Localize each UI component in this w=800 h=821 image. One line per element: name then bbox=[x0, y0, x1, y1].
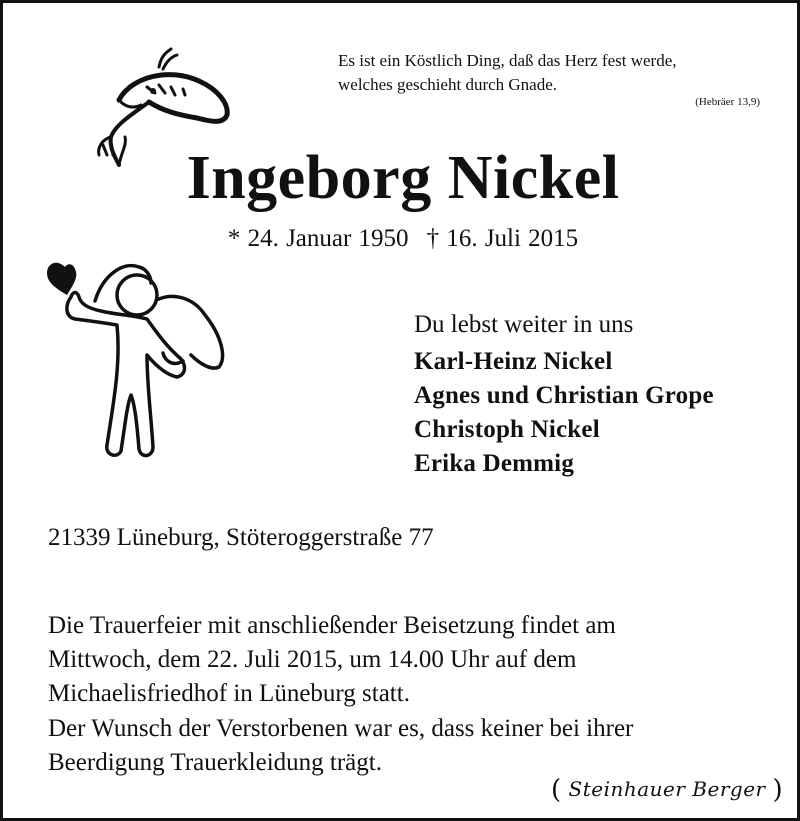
survivors-list bbox=[414, 345, 714, 481]
survivors-intro: Du lebst weiter in uns bbox=[414, 311, 634, 338]
address: 21339 Lüneburg, Stöteroggerstraße 77 bbox=[48, 524, 434, 551]
verse-reference: (Hebräer 13,9) bbox=[695, 96, 760, 108]
bible-verse: Es ist ein Köstlich Ding, daß das Herz fest werde, welches geschieht durch Gnade. bbox=[338, 51, 677, 94]
dress-wish-paragraph: Der Wunsch der Verstorbenen war es, dass keiner bei ihrer Beerdigung Trauerkleidung trägt. bbox=[48, 715, 634, 776]
survivor-name: Christoph Nickel bbox=[414, 416, 600, 443]
death-date: † 16. Juli 2015 bbox=[426, 225, 579, 252]
survivor-name: Erika Demmig bbox=[414, 450, 575, 477]
signature-open-paren: ( bbox=[551, 775, 562, 805]
deceased-name: Ingeborg Nickel bbox=[186, 144, 620, 212]
survivor-name: Agnes und Christian Grope bbox=[414, 382, 714, 409]
angel-with-heart-icon bbox=[43, 255, 243, 465]
survivor-name: Karl-Heinz Nickel bbox=[414, 348, 613, 375]
birth-date: * 24. Januar 1950 bbox=[227, 225, 409, 252]
signature-close-paren: ) bbox=[772, 775, 784, 805]
signature-text: Steinhauer Berger bbox=[568, 777, 766, 801]
funeral-info-paragraph: Die Trauerfeier mit anschließender Beisetzung findet am Mittwoch, dem 22. Juli 2015, um 14.00 Uhr auf dem Michaelisfriedhof in Lüneburg statt. bbox=[48, 612, 616, 707]
undertaker-signature bbox=[551, 775, 783, 805]
life-dates bbox=[3, 225, 800, 253]
